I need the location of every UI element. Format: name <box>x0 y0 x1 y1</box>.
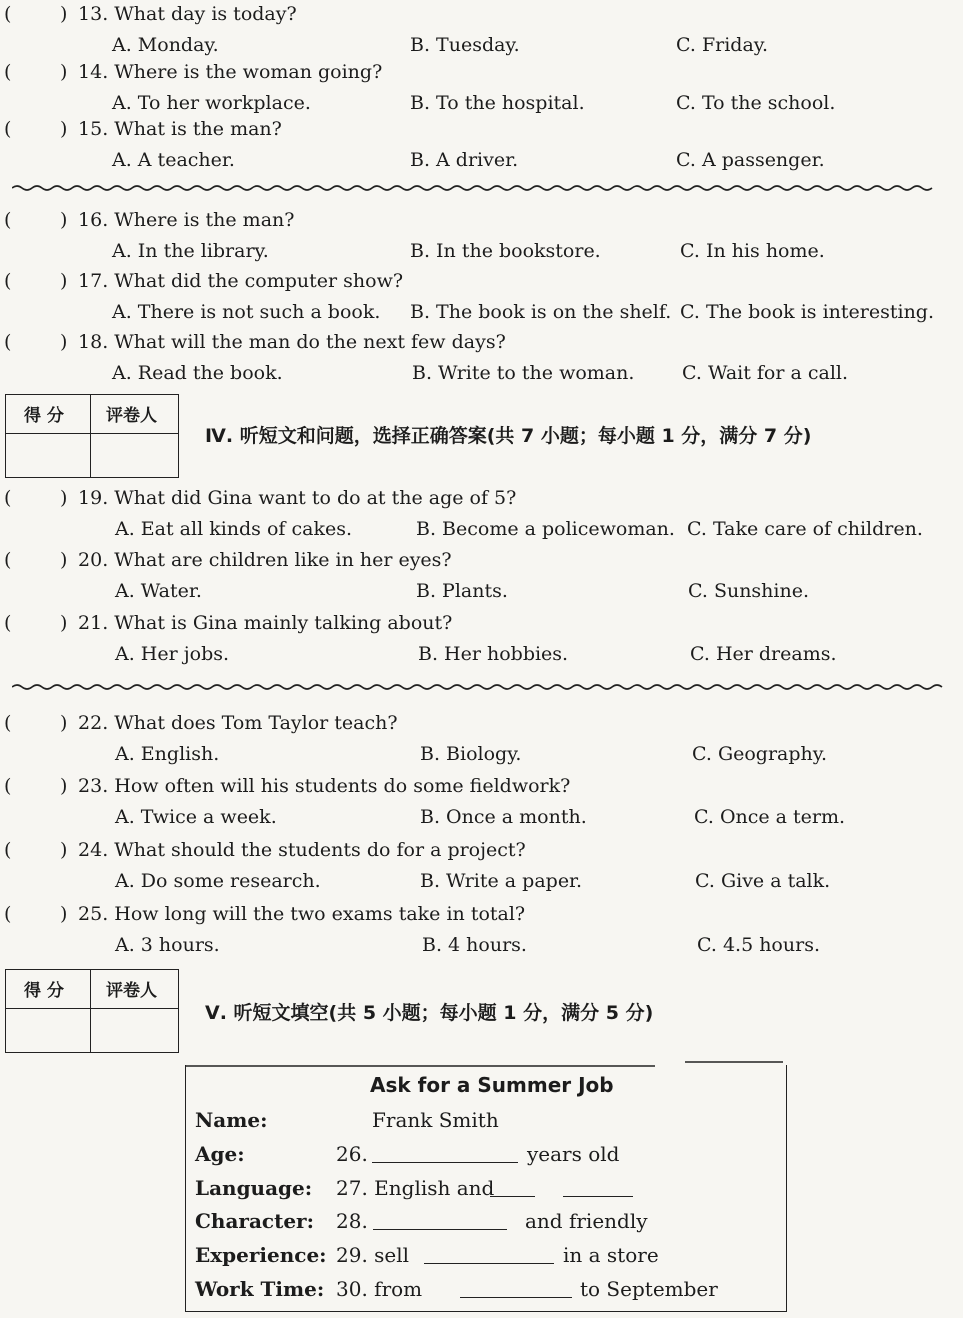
answer-paren-open: ( <box>4 209 12 231</box>
form-value: 30. from <box>336 1277 423 1301</box>
option-a: A. 3 hours. <box>115 934 220 956</box>
answer-paren-open: ( <box>4 549 12 571</box>
option-b: B. Write to the woman. <box>412 362 635 384</box>
question-text: 19. What did Gina want to do at the age of 5? <box>78 487 517 509</box>
answer-paren-open: ( <box>4 270 12 292</box>
question-text: 25. How long will the two exams take in total? <box>78 903 526 925</box>
answer-blank[interactable] <box>490 1178 535 1197</box>
option-b: B. In the bookstore. <box>410 240 601 262</box>
option-a: A. To her workplace. <box>112 92 311 114</box>
answer-paren-close: ) <box>60 712 68 734</box>
answer-paren-close: ) <box>60 487 68 509</box>
grader-label: 评卷人 <box>106 981 157 1001</box>
answer-paren-close: ) <box>60 775 68 797</box>
score-label: 得 分 <box>24 981 64 1001</box>
option-b: B. To the hospital. <box>410 92 585 114</box>
form-value: 27. English and <box>336 1176 495 1200</box>
question-text: 20. What are children like in her eyes? <box>78 549 452 571</box>
option-c: C. Once a term. <box>694 806 846 828</box>
option-b: B. Become a policewoman. <box>416 518 675 540</box>
question-text: 18. What will the man do the next few days? <box>78 331 506 353</box>
option-a: A. Water. <box>115 580 202 602</box>
option-a: A. Monday. <box>112 34 219 56</box>
option-c: C. A passenger. <box>676 149 825 171</box>
answer-blank[interactable] <box>460 1279 572 1298</box>
option-c: C. In his home. <box>680 240 825 262</box>
answer-paren-close: ) <box>60 3 68 25</box>
answer-blank[interactable] <box>424 1245 554 1264</box>
answer-paren-open: ( <box>4 612 12 634</box>
score-box-v <box>5 969 179 1053</box>
answer-blank[interactable] <box>563 1178 633 1197</box>
score-box-iv <box>5 394 179 478</box>
question-text: 16. Where is the man? <box>78 209 295 231</box>
form-value: 29. sell <box>336 1243 410 1267</box>
form-label: Language: <box>195 1176 313 1200</box>
option-b: B. Write a paper. <box>420 870 583 892</box>
option-a: A. English. <box>115 743 220 765</box>
question-text: 14. Where is the woman going? <box>78 61 383 83</box>
answer-paren-open: ( <box>4 3 12 25</box>
question-text: 17. What did the computer show? <box>78 270 404 292</box>
option-b: B. 4 hours. <box>422 934 527 956</box>
question-text: 22. What does Tom Taylor teach? <box>78 712 398 734</box>
answer-paren-close: ) <box>60 331 68 353</box>
answer-paren-open: ( <box>4 61 12 83</box>
answer-paren-close: ) <box>60 612 68 634</box>
option-a: A. A teacher. <box>112 149 235 171</box>
option-c: C. Take care of children. <box>687 518 923 540</box>
form-label: Name: <box>195 1108 268 1132</box>
option-b: B. The book is on the shelf. <box>410 301 672 323</box>
question-text: 23. How often will his students do some fieldwork? <box>78 775 571 797</box>
option-b: B. Biology. <box>420 743 522 765</box>
option-c: C. Give a talk. <box>695 870 831 892</box>
question-text: 15. What is the man? <box>78 118 282 140</box>
option-c: C. Geography. <box>692 743 828 765</box>
answer-blank[interactable] <box>372 1144 518 1163</box>
score-label: 得 分 <box>24 406 64 426</box>
option-c: C. Sunshine. <box>688 580 810 602</box>
answer-paren-close: ) <box>60 839 68 861</box>
answer-paren-close: ) <box>60 549 68 571</box>
option-c: C. Her dreams. <box>690 643 837 665</box>
option-a: A. Eat all kinds of cakes. <box>115 518 352 540</box>
form-value: 26. <box>336 1142 368 1166</box>
form-label: Character: <box>195 1209 314 1233</box>
answer-paren-open: ( <box>4 331 12 353</box>
form-suffix: in a store <box>563 1243 659 1267</box>
option-c: C. To the school. <box>676 92 836 114</box>
form-title: Ask for a Summer Job <box>370 1073 614 1097</box>
option-c: C. Wait for a call. <box>682 362 849 384</box>
answer-paren-close: ) <box>60 118 68 140</box>
form-label: Experience: <box>195 1243 327 1267</box>
form-suffix: years old <box>527 1142 620 1166</box>
option-b: B. Once a month. <box>420 806 587 828</box>
answer-paren-open: ( <box>4 487 12 509</box>
option-b: B. A driver. <box>410 149 519 171</box>
option-c: C. Friday. <box>676 34 769 56</box>
option-a: A. Twice a week. <box>115 806 277 828</box>
answer-paren-open: ( <box>4 118 12 140</box>
answer-paren-close: ) <box>60 61 68 83</box>
question-text: 13. What day is today? <box>78 3 297 25</box>
option-c: C. The book is interesting. <box>680 301 935 323</box>
form-value: Frank Smith <box>372 1108 499 1132</box>
section-v-title: Ⅴ. 听短文填空(共 5 小题；每小题 1 分，满分 5 分) <box>205 1002 654 1024</box>
answer-paren-close: ) <box>60 209 68 231</box>
option-b: B. Tuesday. <box>410 34 520 56</box>
option-a: A. There is not such a book. <box>112 301 381 323</box>
question-text: 21. What is Gina mainly talking about? <box>78 612 453 634</box>
answer-blank[interactable] <box>373 1211 507 1230</box>
form-label: Age: <box>195 1142 245 1166</box>
answer-paren-open: ( <box>4 903 12 925</box>
wavy-divider <box>12 183 952 193</box>
option-b: B. Her hobbies. <box>418 643 569 665</box>
form-value: 28. <box>336 1209 368 1233</box>
question-text: 24. What should the students do for a project? <box>78 839 526 861</box>
option-a: A. Read the book. <box>112 362 283 384</box>
answer-paren-close: ) <box>60 270 68 292</box>
option-a: A. In the library. <box>112 240 269 262</box>
option-b: B. Plants. <box>416 580 508 602</box>
answer-paren-close: ) <box>60 903 68 925</box>
form-suffix: to September <box>580 1277 718 1301</box>
option-a: A. Do some research. <box>115 870 321 892</box>
answer-paren-open: ( <box>4 839 12 861</box>
answer-paren-open: ( <box>4 775 12 797</box>
section-iv-title: Ⅳ. 听短文和问题，选择正确答案(共 7 小题；每小题 1 分，满分 7 分) <box>205 425 812 447</box>
answer-paren-open: ( <box>4 712 12 734</box>
option-a: A. Her jobs. <box>115 643 230 665</box>
form-suffix: and friendly <box>525 1209 648 1233</box>
grader-label: 评卷人 <box>106 406 157 426</box>
wavy-divider <box>12 682 952 692</box>
option-c: C. 4.5 hours. <box>697 934 820 956</box>
form-label: Work Time: <box>195 1277 325 1301</box>
